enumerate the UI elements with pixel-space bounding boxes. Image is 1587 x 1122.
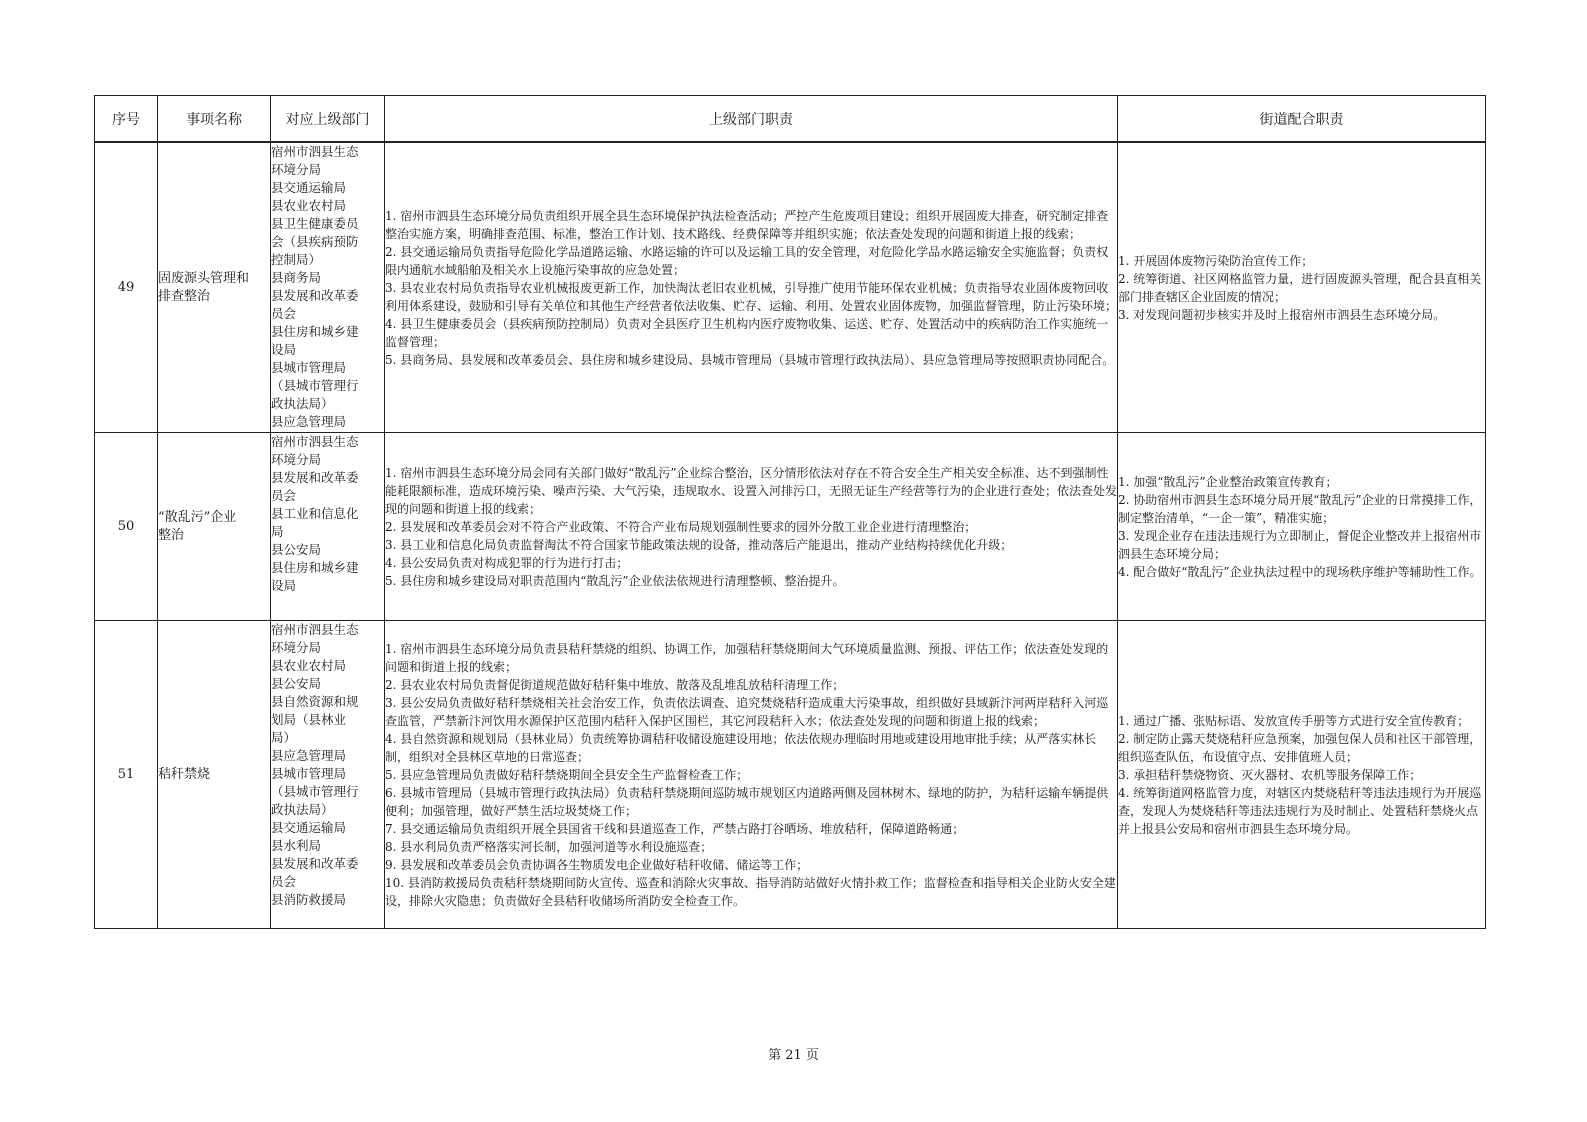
superior-dept-line: 县农业农村局 bbox=[271, 198, 347, 213]
superior-duty-item: 3. 县公安局负责做好秸秆禁烧相关社会治安工作，负责依法调查、追究焚烧秸秆造成重大污染事故，组织做好县域新汴河两岸秸秆入河巡查监管，严禁新汴河饮用水源保护区范围内秸秆入保护区围栏，其它河段秸秆入水；依法查处发现的问题和街道上报的线索； bbox=[385, 695, 1109, 728]
superior-dept-line: 环境分局 bbox=[271, 452, 322, 467]
table-row bbox=[95, 433, 1486, 621]
street-duty-item: 4. 配合做好“散乱污”企业执法过程中的现场秩序维护等辅助性工作。 bbox=[1118, 564, 1482, 579]
superior-duty-item: 5. 县应急管理局负责做好秸秆禁烧期间全县安全生产监督检查工作； bbox=[385, 767, 749, 782]
superior-duty-item: 4. 县公安局负责对构成犯罪的行为进行打击； bbox=[385, 555, 629, 570]
street-duty-item: 2. 制定防止露天焚烧秸秆应急预案，加强包保人员和社区干部管理，组织巡查队伍，布设值守点、安排值班人员； bbox=[1118, 731, 1482, 764]
street-duty-item: 1. 开展固体废物污染防治宣传工作； bbox=[1118, 253, 1314, 268]
superior-duty-item: 9. 县发展和改革委员会负责协调各生物质发电企业做好秸秆收储、储运等工作； bbox=[385, 857, 809, 872]
street-duty-item: 2. 协助宿州市泗县生态环境分局开展“散乱污”企业的日常摸排工作，制定整治清单，“一企一策”，精准实施； bbox=[1118, 492, 1482, 525]
street-duty-item: 3. 对发现问题初步核实并及时上报宿州市泗县生态环境分局。 bbox=[1118, 307, 1446, 322]
superior-duty-item: 2. 县交通运输局负责指导危险化学品道路运输、水路运输的许可以及运输工具的安全管理，对危险化学品水路运输安全实施监督；负责权限内通航水域船舶及相关水上设施污染事故的应急处置； bbox=[385, 244, 1109, 277]
superior-dept-line: 划局（县林业 bbox=[271, 712, 347, 727]
superior-dept-line: 环境分局 bbox=[271, 640, 322, 655]
superior-dept-line: 局 bbox=[271, 524, 284, 539]
superior-duty-list bbox=[385, 142, 1118, 433]
superior-dept-line: 县公安局 bbox=[271, 542, 322, 557]
header-row bbox=[95, 96, 1486, 143]
superior-dept-line: 县住房和城乡建 bbox=[271, 560, 359, 575]
superior-dept-line: 宿州市泗县生态 bbox=[271, 144, 359, 159]
superior-dept-line: 县应急管理局 bbox=[271, 414, 347, 429]
superior-dept-line: （县城市管理行 bbox=[271, 784, 359, 799]
superior-duty-item: 6. 县城市管理局（县城市管理行政执法局）负责秸秆禁烧期间巡防城市规划区内道路两侧及园林树木、绿地的防护，为秸秆运输车辆提供便利；加强管理，做好严禁生活垃圾焚烧工作； bbox=[385, 785, 1109, 818]
table-body bbox=[95, 142, 1486, 929]
superior-dept-line: 县交通运输局 bbox=[271, 180, 347, 195]
header-no: 序号 bbox=[95, 96, 158, 143]
header-item-name: 事项名称 bbox=[158, 96, 271, 143]
superior-dept-line: 设局 bbox=[271, 342, 297, 357]
superior-duty-list bbox=[385, 621, 1118, 929]
superior-duty-item: 5. 县住房和城乡建设局对职责范围内“散乱污”企业依法依规进行清理整顿、整治提升。 bbox=[385, 573, 845, 588]
superior-dept-line: 宿州市泗县生态 bbox=[271, 434, 359, 449]
superior-duty-item: 1. 宿州市泗县生态环境分局负责县秸秆禁烧的组织、协调工作，加强秸秆禁烧期间大气环境质量监测、预报、评估工作；依法查处发现的问题和街道上报的线索； bbox=[385, 641, 1109, 674]
superior-dept-line: 员会 bbox=[271, 306, 297, 321]
superior-dept-line: 政执法局） bbox=[271, 802, 334, 817]
street-duty-item: 4. 统筹街道网格监管力度，对辖区内焚烧秸秆等违法违规行为开展巡查，发现人为焚烧秸秆等违法违规行为及时制止、处置秸秆禁烧火点并上报县公安局和宿州市泗县生态环境分局。 bbox=[1118, 785, 1482, 836]
superior-dept-line: 局） bbox=[271, 730, 297, 745]
superior-dept-line: 县消防救援局 bbox=[271, 892, 347, 907]
superior-dept-line: 县卫生健康委员 bbox=[271, 216, 359, 231]
item-name-line: 整治 bbox=[158, 527, 185, 543]
street-duty-list bbox=[1118, 142, 1486, 433]
superior-dept-line: 员会 bbox=[271, 874, 297, 889]
superior-duty-item: 3. 县农业农村局负责指导农业机械报废更新工作，加快淘汰老旧农业机械，引导推广使用节能环保农业机械；负责指导农业固体废物回收利用体系建设，鼓励和引导有关单位和其他生产经营者依法收集、贮存、运输、利用、处置农业固体废物，加强监督管理，防止污染环境； bbox=[385, 280, 1118, 313]
header-street-duty: 街道配合职责 bbox=[1118, 96, 1486, 143]
superior-dept-line: 县公安局 bbox=[271, 676, 322, 691]
item-name bbox=[158, 621, 271, 929]
item-name-line: 排查整治 bbox=[158, 288, 211, 304]
superior-duty-item: 10. 县消防救援局负责秸秆禁烧期间防火宣传、巡查和消除火灾事故、指导消防站做好火情扑救工作；监督检查和指导相关企业防火安全建设，排除火灾隐患；负责做好全县秸秆收储场所消防安全检查工作。 bbox=[385, 875, 1116, 908]
superior-dept-line: 县自然资源和规 bbox=[271, 694, 359, 709]
superior-dept-line: 县发展和改革委 bbox=[271, 288, 359, 303]
item-name-line: 秸秆禁烧 bbox=[158, 766, 211, 782]
superior-duty-item: 7. 县交通运输局负责组织开展全县国省干线和县道巡查工作，严禁占路打谷晒场、堆放秸秆，保障道路畅通； bbox=[385, 821, 965, 836]
superior-dept-line: 县城市管理局 bbox=[271, 360, 347, 375]
superior-duty-item: 4. 县自然资源和规划局（县林业局）负责统筹协调秸秆收储设施建设用地；依法依规办理临时用地或建设用地审批手续；从严落实林长制，组织对全县林区草地的日常巡查； bbox=[385, 731, 1097, 764]
superior-dept-line: 环境分局 bbox=[271, 162, 322, 177]
superior-dept-line: 员会 bbox=[271, 488, 297, 503]
superior-dept-line: 县水利局 bbox=[271, 838, 322, 853]
superior-dept-line: 县商务局 bbox=[271, 270, 322, 285]
street-duty-item: 2. 统筹街道、社区网格监管力量，进行固废源头管理，配合县直相关部门排查辖区企业固废的情况； bbox=[1118, 271, 1482, 304]
superior-duty-item: 8. 县水利局负责严格落实河长制，加强河道等水利设施巡查； bbox=[385, 839, 713, 854]
table-row bbox=[95, 142, 1486, 433]
street-duty-item: 1. 加强“散乱污”企业整治政策宣传教育； bbox=[1118, 474, 1338, 489]
street-duty-list bbox=[1118, 433, 1486, 621]
header-superior-duty: 上级部门职责 bbox=[385, 96, 1118, 143]
item-name-line: “散乱污”企业 bbox=[158, 509, 237, 525]
row-number: 50 bbox=[95, 433, 158, 621]
superior-dept-line: 县城市管理局 bbox=[271, 766, 347, 781]
superior-dept-line: 设局 bbox=[271, 578, 297, 593]
superior-dept-line: 会（县疾病预防 bbox=[271, 234, 359, 249]
table-row bbox=[95, 621, 1486, 929]
superior-dept-line: 政执法局） bbox=[271, 396, 334, 411]
superior-dept-list bbox=[271, 621, 385, 929]
superior-dept-line: 宿州市泗县生态 bbox=[271, 622, 359, 637]
superior-dept-line: 县工业和信息化 bbox=[271, 506, 359, 521]
superior-dept-line: 控制局） bbox=[271, 252, 322, 267]
superior-duty-item: 5. 县商务局、县发展和改革委员会、县住房和城乡建设局、县城市管理局（县城市管理行政执法局）、县应急管理局等按照职责协同配合。 bbox=[385, 352, 1115, 367]
street-duty-item: 3. 承担秸秆禁烧物资、灭火器材、农机等服务保障工作； bbox=[1118, 767, 1422, 782]
superior-dept-list bbox=[271, 142, 385, 433]
superior-duty-list bbox=[385, 433, 1118, 621]
street-duty-list bbox=[1118, 621, 1486, 929]
superior-dept-line: 县应急管理局 bbox=[271, 748, 347, 763]
superior-duty-item: 2. 县发展和改革委员会对不符合产业政策、不符合产业布局规划强制性要求的园外分散工业企业进行清理整治； bbox=[385, 519, 977, 534]
superior-dept-line: 县农业农村局 bbox=[271, 658, 347, 673]
duty-table bbox=[94, 95, 1486, 929]
row-number: 51 bbox=[95, 621, 158, 929]
page-number: 第 21 页 bbox=[768, 1048, 819, 1063]
item-name-line: 固废源头管理和 bbox=[158, 270, 250, 286]
street-duty-item: 3. 发现企业存在违法违规行为立即制止，督促企业整改并上报宿州市泗县生态环境分局； bbox=[1118, 528, 1482, 561]
superior-duty-item: 4. 县卫生健康委员会（县疾病预防控制局）负责对全县医疗卫生机构内医疗废物收集、运送、贮存、处置活动中的疾病防治工作实施统一监督管理； bbox=[385, 316, 1109, 349]
superior-duty-item: 3. 县工业和信息化局负责监督淘汰不符合国家节能政策法规的设备，推动落后产能退出，推动产业结构持续优化升级； bbox=[385, 537, 1013, 552]
item-name bbox=[158, 433, 271, 621]
superior-duty-item: 2. 县农业农村局负责督促街道规范做好秸秆集中堆放、散落及乱堆乱放秸秆清理工作； bbox=[385, 677, 845, 692]
superior-dept-line: 县发展和改革委 bbox=[271, 470, 359, 485]
superior-duty-item: 1. 宿州市泗县生态环境分局会同有关部门做好“散乱污”企业综合整治，区分情形依法对存在不符合安全生产相关安全标准、达不到强制性能耗限额标准，造成环境污染、噪声污染、大气污染，违规取水、设置入河排污口，无照无证生产经营等行为的企业进行查处；依法查处发现的问题和街道上报的线索； bbox=[385, 465, 1118, 516]
header-superior-dept: 对应上级部门 bbox=[271, 96, 385, 143]
superior-dept-line: 县住房和城乡建 bbox=[271, 324, 359, 339]
superior-dept-list bbox=[271, 433, 385, 621]
item-name bbox=[158, 142, 271, 433]
superior-dept-line: 县交通运输局 bbox=[271, 820, 347, 835]
street-duty-item: 1. 通过广播、张贴标语、发放宣传手册等方式进行安全宣传教育； bbox=[1118, 713, 1470, 728]
superior-dept-line: （县城市管理行 bbox=[271, 378, 359, 393]
superior-dept-line: 县发展和改革委 bbox=[271, 856, 359, 871]
superior-duty-item: 1. 宿州市泗县生态环境分局负责组织开展全县生态环境保护执法检查活动；严控产生危废项目建设；组织开展固废大排查，研究制定排查整治实施方案，明确排查范围、标准，整治工作计划、技术路线、经费保障等并组织实施；依法查处发现的问题和街道上报的线索； bbox=[385, 208, 1109, 241]
row-number: 49 bbox=[95, 142, 158, 433]
